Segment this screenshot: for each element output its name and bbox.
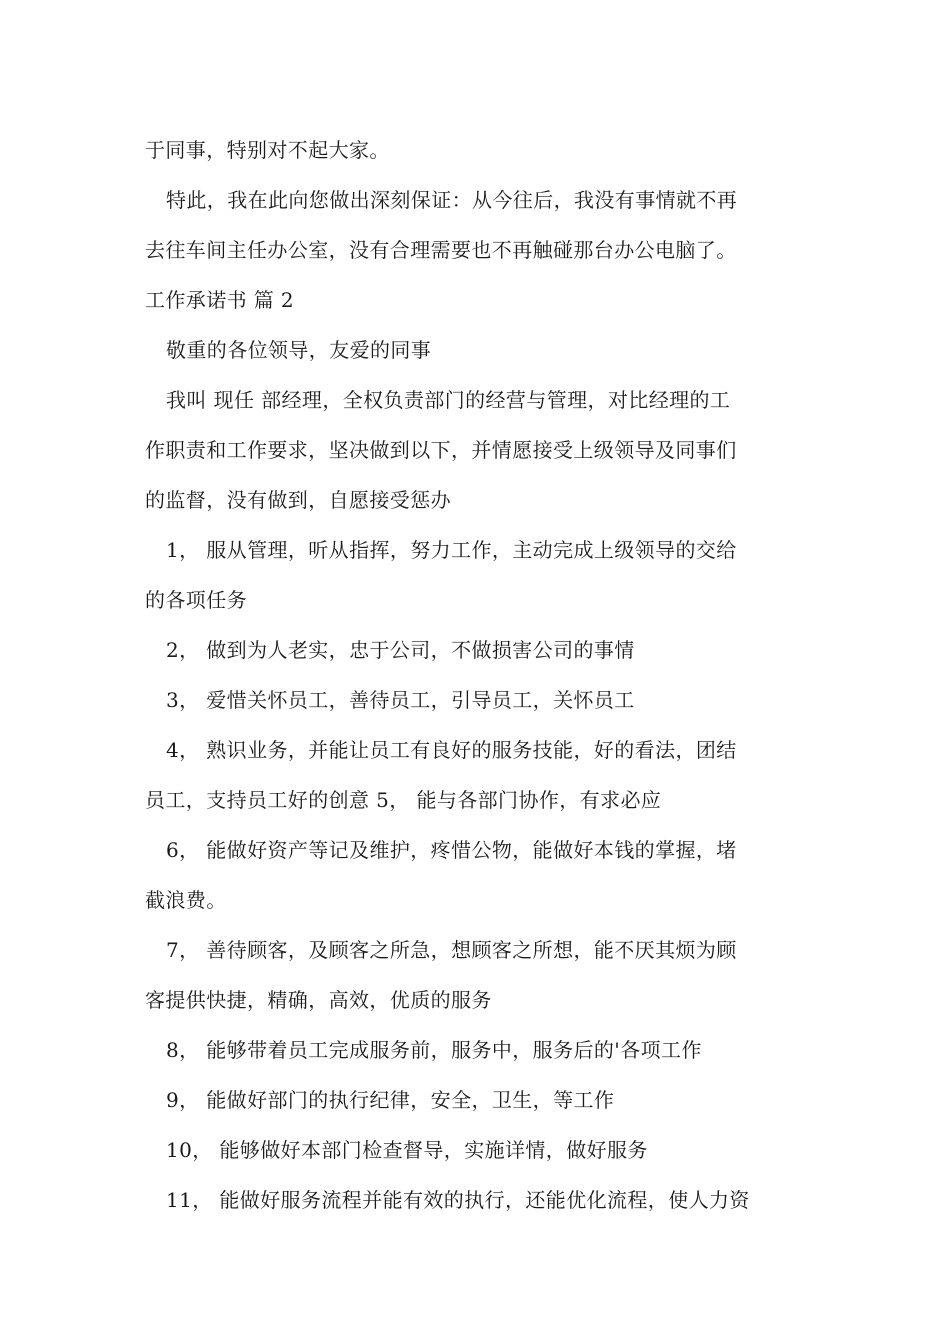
text-line: 的监督，没有做到，自愿接受惩办: [145, 488, 451, 512]
text-line: 特此，我在此向您做出深刻保证：从今往后，我没有事情就不再: [166, 188, 738, 212]
text-line: 截浪费。: [145, 888, 227, 912]
salutation: 敬重的各位领导，友爱的同事: [166, 338, 432, 362]
list-item: 4， 熟识业务，并能让员工有良好的服务技能，好的看法，团结: [166, 738, 737, 762]
section-heading: 工作承诺书 篇 2: [145, 288, 295, 312]
list-item: 2， 做到为人老实，忠于公司，不做损害公司的事情: [166, 638, 635, 662]
list-item: 11， 能做好服务流程并能有效的执行，还能优化流程，使人力资: [166, 1188, 750, 1212]
text-line: 员工，支持员工好的创意 5， 能与各部门协作，有求必应: [145, 788, 662, 812]
text-line: 的各项任务: [145, 588, 247, 612]
list-item: 3， 爱惜关怀员工，善待员工，引导员工，关怀员工: [166, 688, 635, 712]
list-item: 10， 能够做好本部门检查督导，实施详情，做好服务: [166, 1138, 648, 1162]
list-item: 7， 善待顾客，及顾客之所急，想顾客之所想，能不厌其烦为顾: [166, 938, 737, 962]
list-item: 6， 能做好资产等记及维护，疼惜公物，能做好本钱的掌握，堵: [166, 838, 737, 862]
text-line: 于同事，特别对不起大家。: [145, 138, 390, 162]
text-line: 作职责和工作要求，坚决做到以下，并情愿接受上级领导及同事们: [145, 438, 737, 462]
list-item: 1， 服从管理，听从指挥，努力工作，主动完成上级领导的交给: [166, 538, 737, 562]
text-line: 去往车间主任办公室，没有合理需要也不再触碰那台办公电脑了。: [145, 238, 737, 262]
list-item: 8， 能够带着员工完成服务前，服务中，服务后的'各项工作: [166, 1038, 702, 1062]
text-line: 客提供快捷，精确，高效，优质的服务: [145, 988, 492, 1012]
text-line: 我叫 现任 部经理，全权负责部门的经营与管理，对比经理的工: [166, 388, 731, 412]
list-item: 9， 能做好部门的执行纪律，安全，卫生，等工作: [166, 1088, 615, 1112]
